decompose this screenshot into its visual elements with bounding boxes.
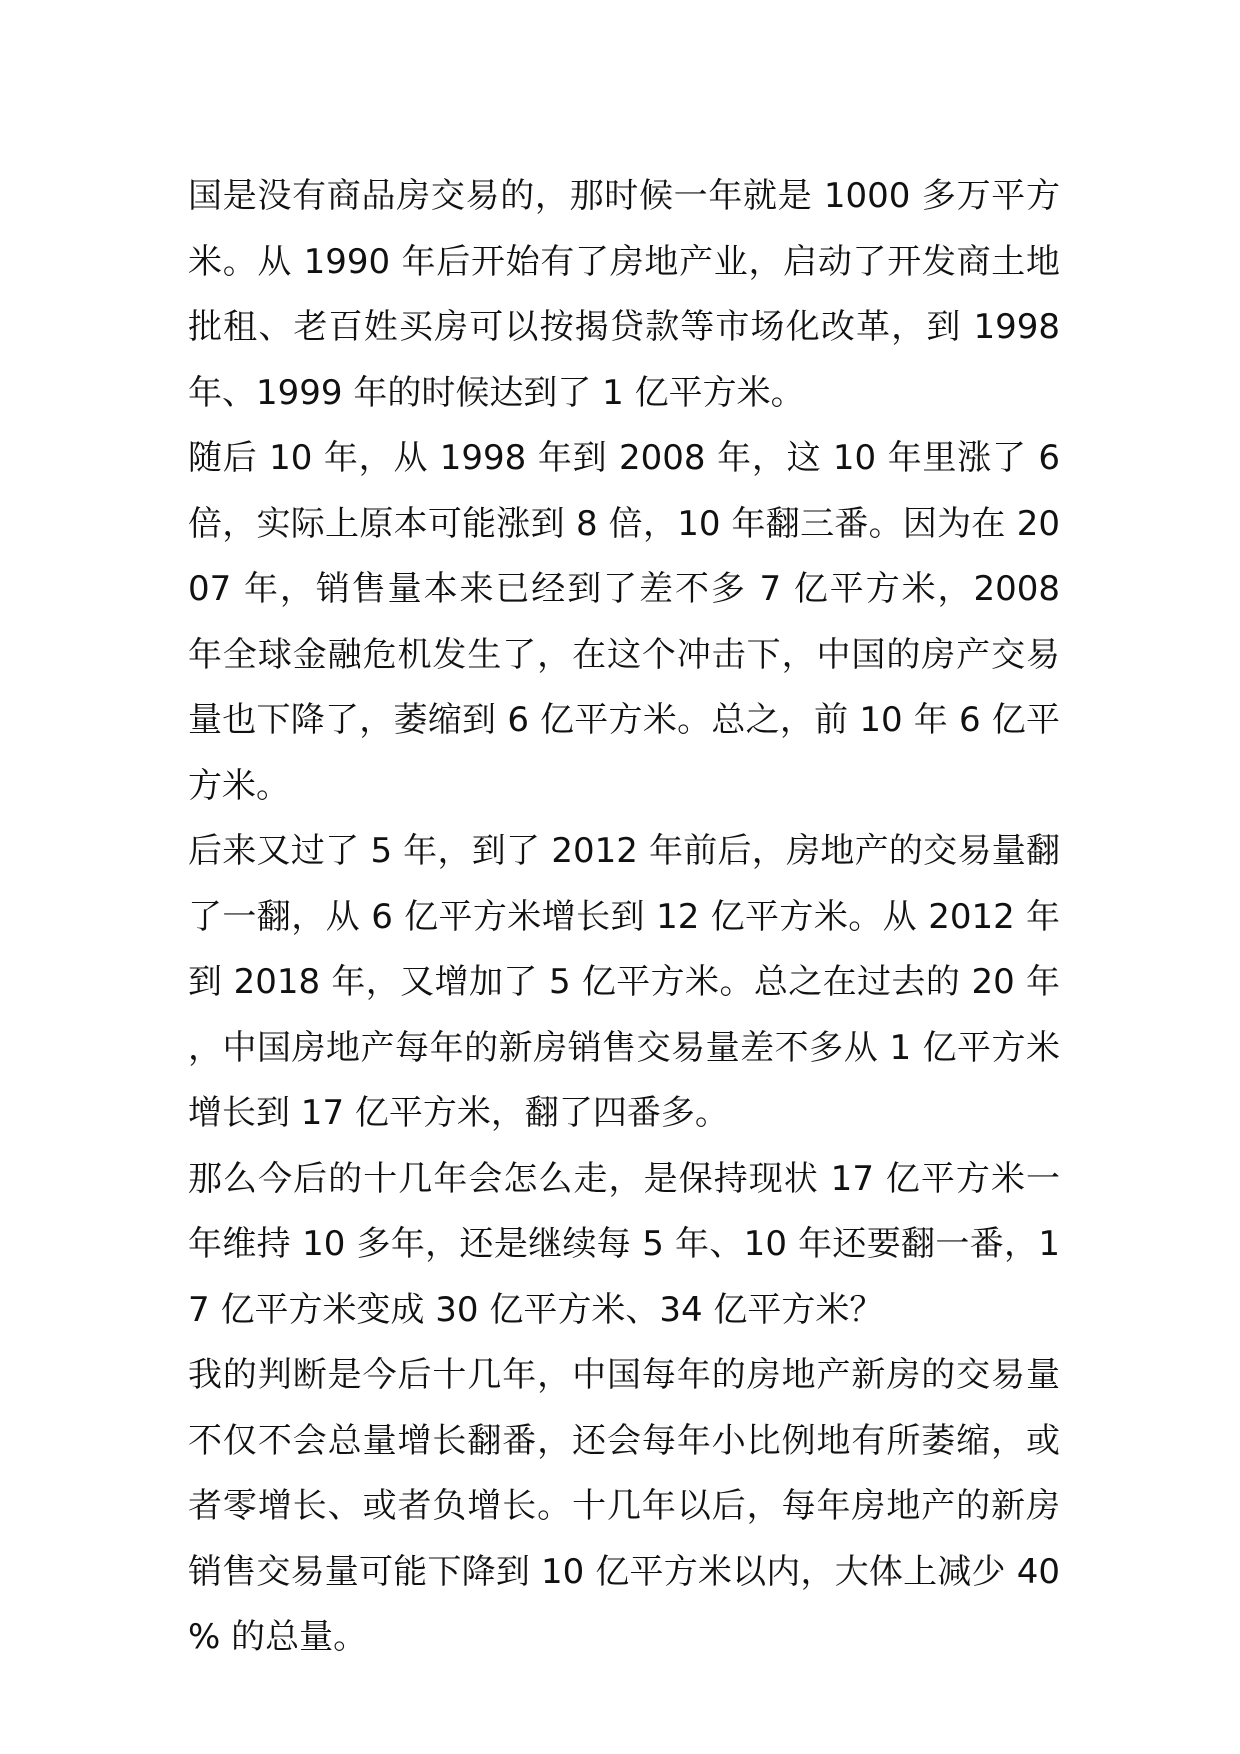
paragraph-2012-2018: 后来又过了 5 年，到了 2012 年前后，房地产的交易量翻了一翻，从 6 亿平方米增长到 12 亿平方米。从 2012 年到 2018 年，又增加了 5 亿平方米。总之在过去的 20 年，中国房地产每年的新房销售交易量差不多从 1 亿平方米增长到 17 亿平方米，翻了四番多。 <box>188 831 1060 1133</box>
document-body <box>188 164 1060 1671</box>
paragraph-housing-history: 国是没有商品房交易的，那时候一年就是 1000 多万平方米。从 1990 年后开始有了房地产业，启动了开发商土地批租、老百姓买房可以按揭贷款等市场化改革，到 1998 年、1999 年的时候达到了 1 亿平方米。 <box>188 176 1060 413</box>
paragraph-1998-2008: 随后 10 年，从 1998 年到 2008 年，这 10 年里涨了 6 倍，实际上原本可能涨到 8 倍，10 年翻三番。因为在 2007 年，销售量本来已经到了差不多 7 亿平方米，2008 年全球金融危机发生了，在这个冲击下，中国的房产交易量也下降了，萎缩到 6 亿平方米。总之，前 10 年 6 亿平方米。 <box>188 438 1060 806</box>
paragraph-author-judgment: 我的判断是今后十几年，中国每年的房地产新房的交易量不仅不会总量增长翻番，还会每年小比例地有所萎缩，或者零增长、或者负增长。十几年以后，每年房地产的新房销售交易量可能下降到 10 亿平方米以内，大体上减少 40% 的总量。 <box>188 1355 1060 1657</box>
paragraph-future-question: 那么今后的十几年会怎么走，是保持现状 17 亿平方米一年维持 10 多年，还是继续每 5 年、10 年还要翻一番，17 亿平方米变成 30 亿平方米、34 亿平方米？ <box>188 1158 1060 1330</box>
